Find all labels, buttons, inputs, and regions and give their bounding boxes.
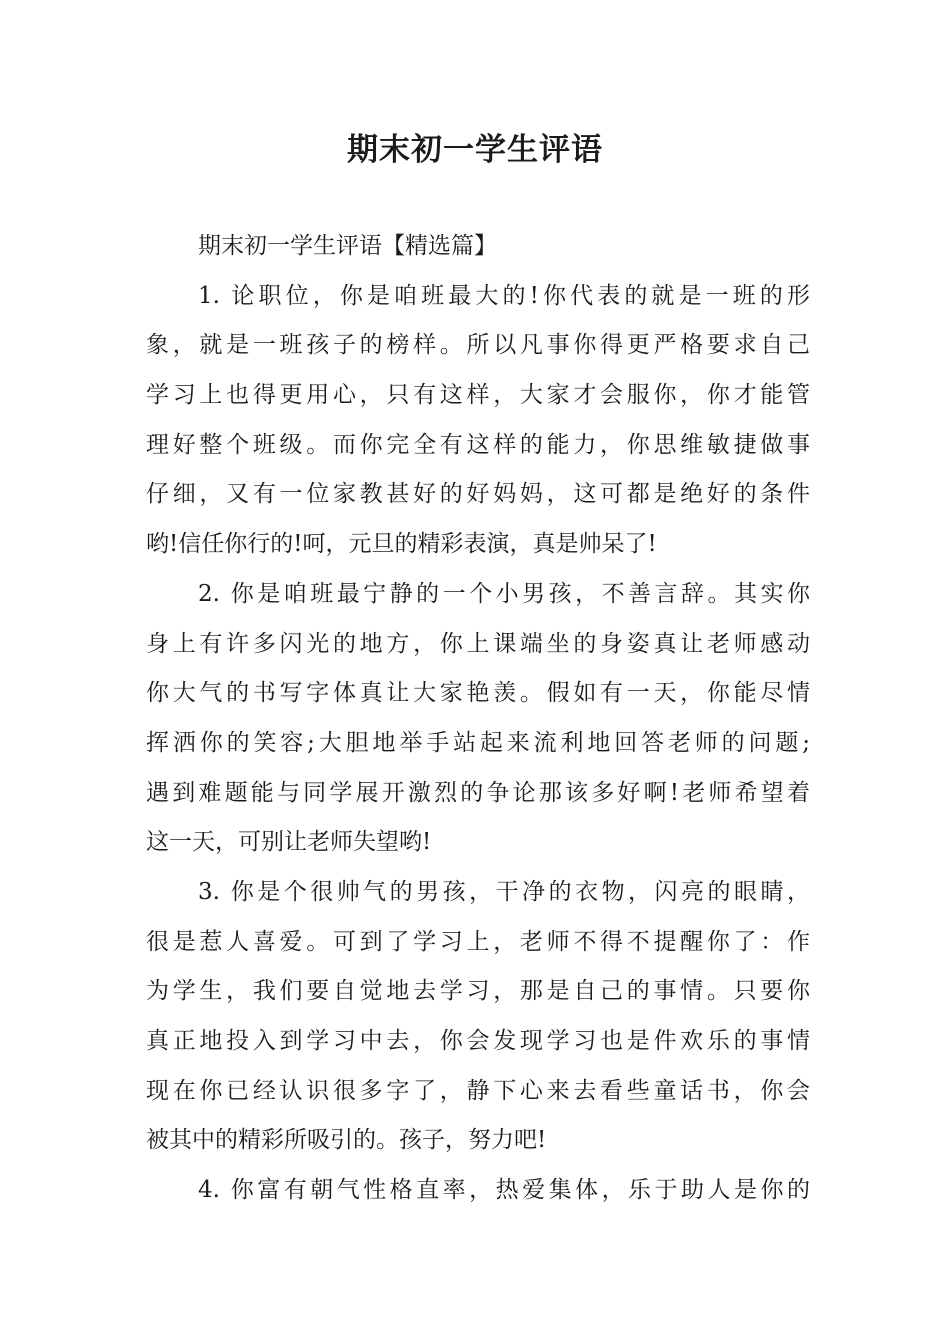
- body-line: 学习上也得更用心，只有这样，大家才会服你，你才能管: [146, 382, 810, 409]
- body-line: 2. 你是咱班最宁静的一个小男孩，不善言辞。其实你: [198, 580, 810, 607]
- body-line: 理好整个班级。而你完全有这样的能力，你思维敏捷做事: [146, 431, 810, 458]
- body-line: 遇到难题能与同学展开激烈的争论那该多好啊!老师希望着: [146, 779, 810, 806]
- body-line: 被其中的精彩所吸引的。孩子，努力吧!: [146, 1127, 547, 1154]
- body-line: 3. 你是个很帅气的男孩，干净的衣物，闪亮的眼睛，: [198, 878, 810, 905]
- body-line: 很是惹人喜爱。可到了学习上，老师不得不提醒你了：作: [146, 928, 810, 955]
- body-line: 现在你已经认识很多字了，静下心来去看些童话书，你会: [146, 1077, 810, 1104]
- body-line: 真正地投入到学习中去，你会发现学习也是件欢乐的事情: [146, 1028, 810, 1054]
- document-title: 期末初一学生评语: [347, 132, 603, 168]
- body-line: 仔细，又有一位家教甚好的好妈妈，这可都是绝好的条件: [146, 481, 810, 508]
- body-line: 哟!信任你行的!呵，元旦的精彩表演，真是帅呆了!: [146, 531, 657, 558]
- body-line: 挥洒你的笑容;大胆地举手站起来流利地回答老师的问题;: [146, 729, 810, 756]
- body-line: 1. 论职位，你是咱班最大的!你代表的就是一班的形: [198, 282, 810, 309]
- body-line: 你大气的书写字体真让大家艳羡。假如有一天，你能尽情: [146, 680, 810, 707]
- document-body: [146, 222, 810, 1216]
- body-line: 身上有许多闪光的地方，你上课端坐的身姿真让老师感动: [146, 630, 810, 657]
- body-line: 象，就是一班孩子的榜样。所以凡事你得更严格要求自己: [146, 332, 810, 359]
- body-line: 为学生，我们要自觉地去学习，那是自己的事情。只要你: [146, 978, 810, 1005]
- body-line: 这一天，可别让老师失望哟!: [146, 829, 432, 856]
- body-line: 4. 你富有朝气性格直率，热爱集体，乐于助人是你的: [198, 1177, 810, 1204]
- body-line: 期末初一学生评语【精选篇】: [198, 233, 497, 259]
